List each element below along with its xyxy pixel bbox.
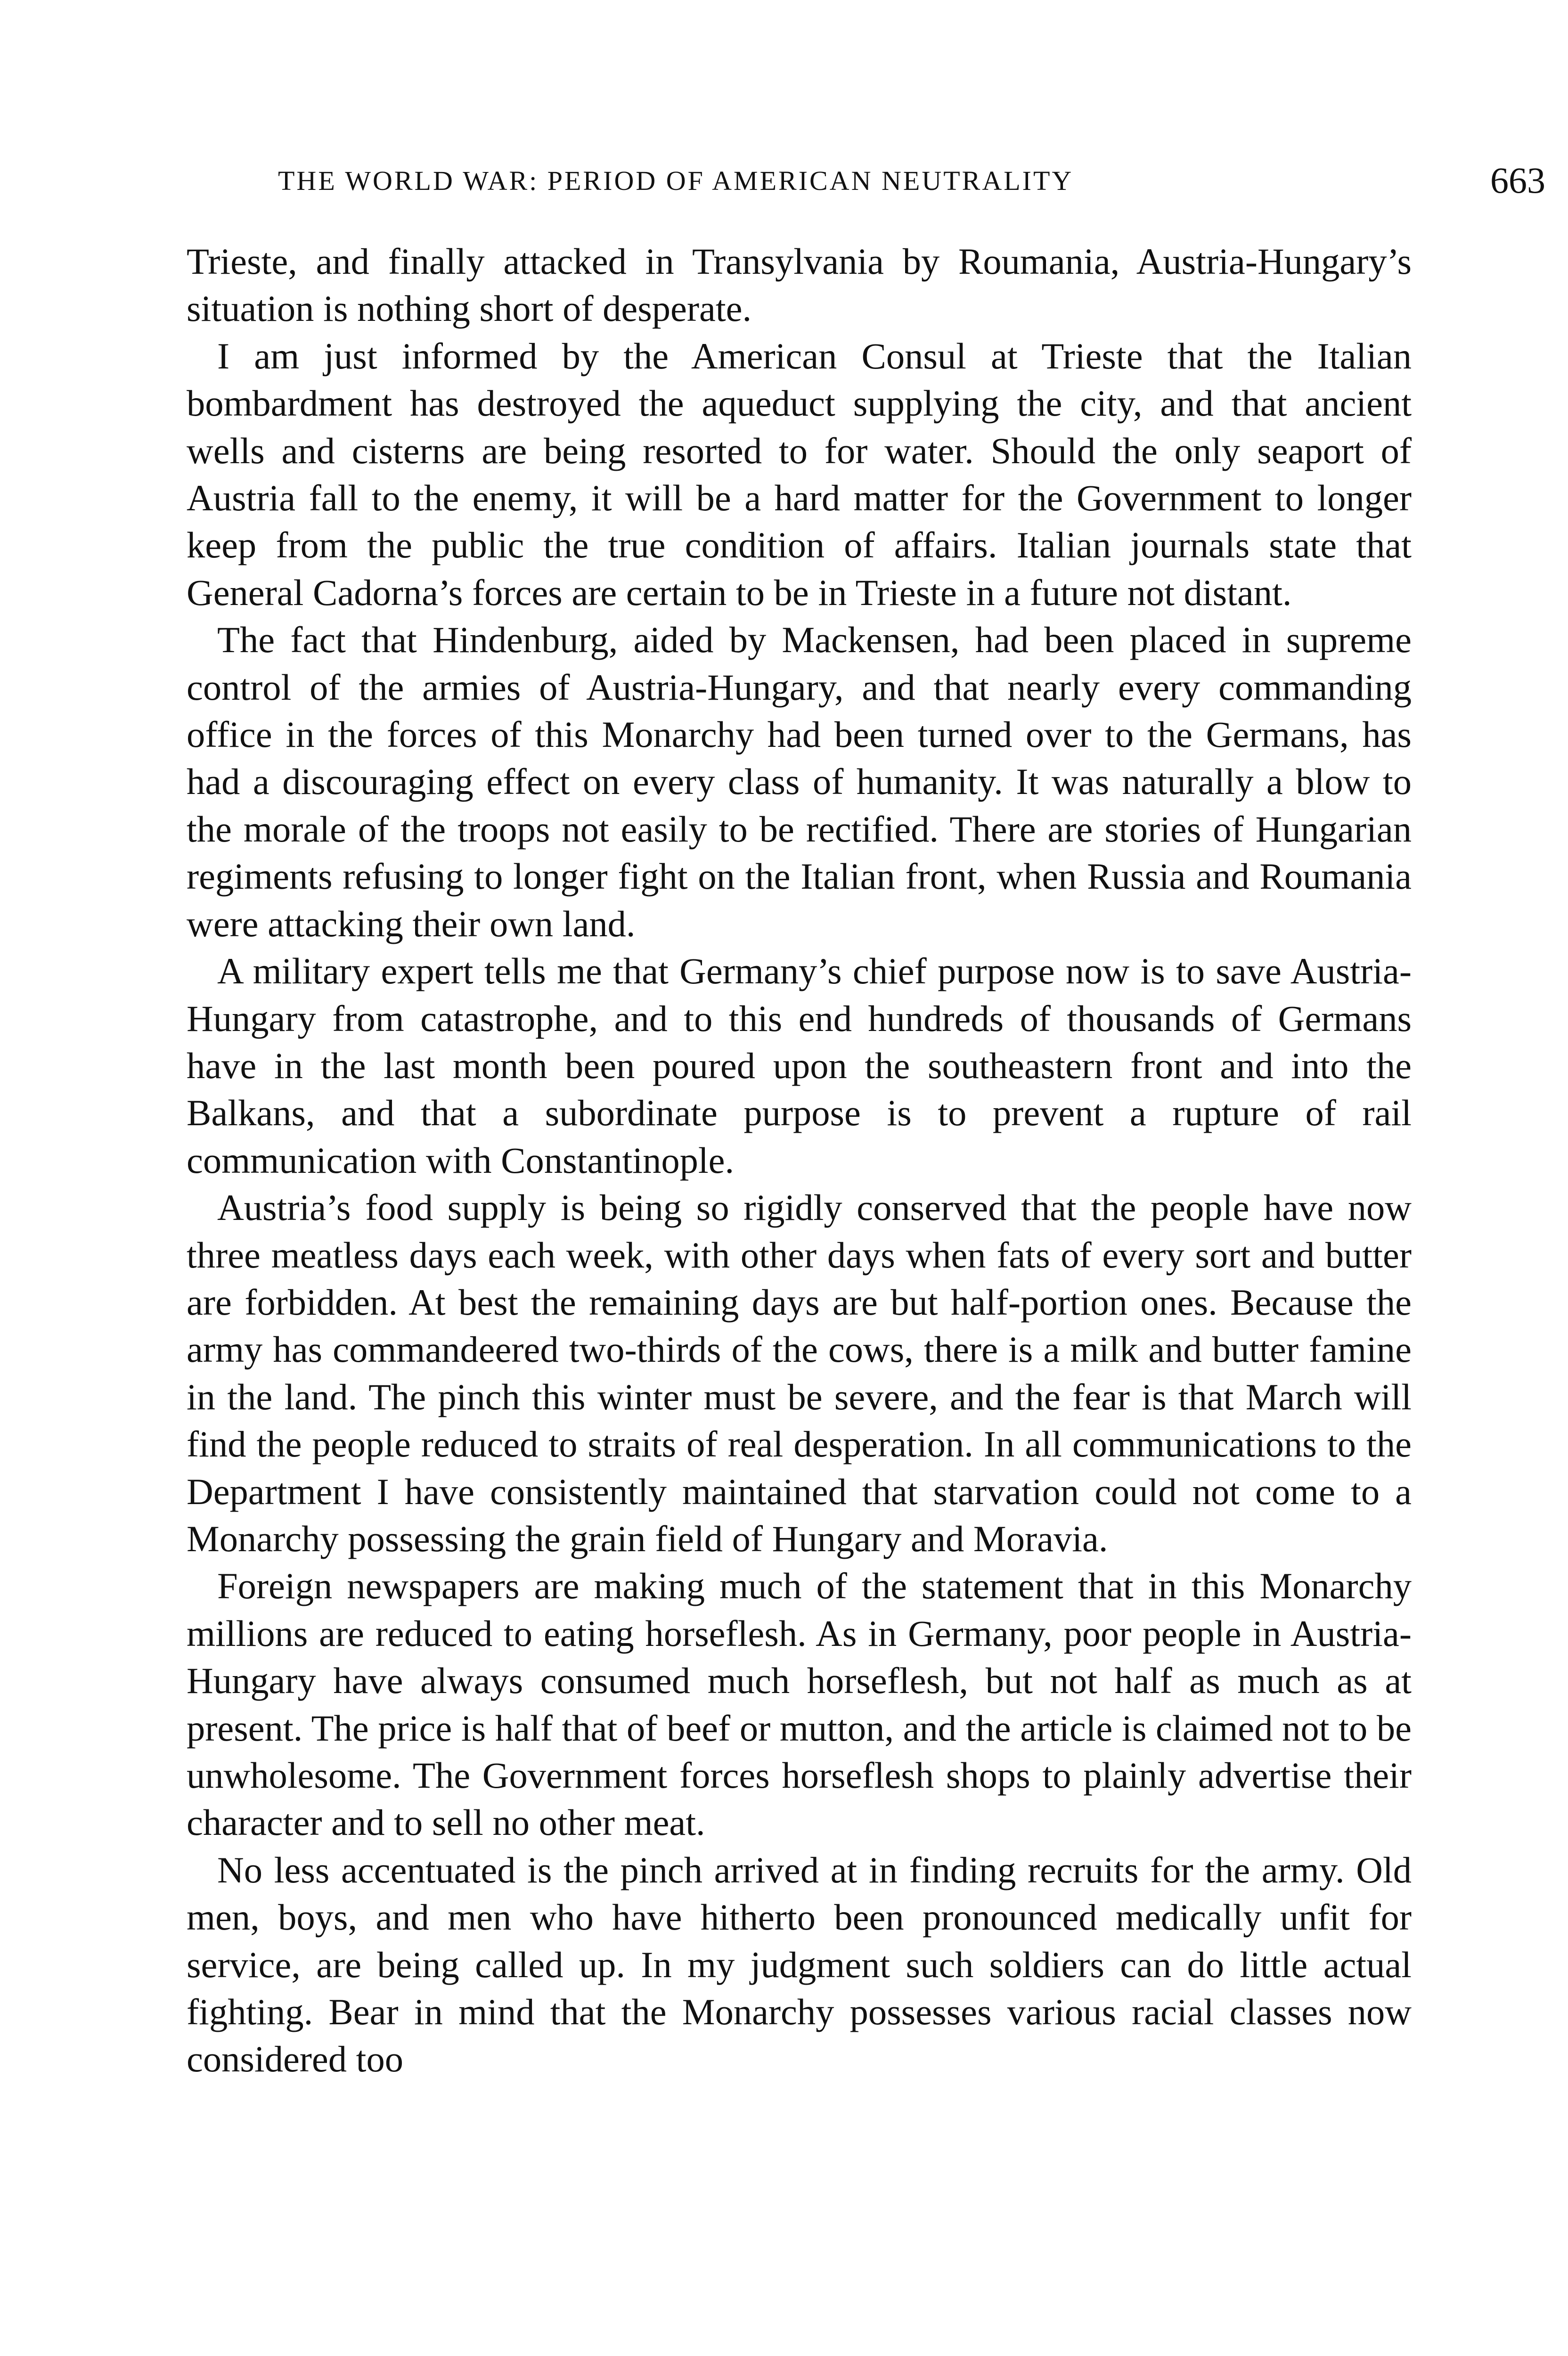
body-text (187, 238, 1412, 2083)
paragraph: A military expert tells me that Germany’s chief purpose now is to save Austria-Hungary from catastrophe, and to this end hundreds of thousands of Germans have in the last month been poured upon the southeastern front and into the Balkans, and that a subordinate purpose is to prevent a rupture of rail communication with Constantinople. (187, 950, 1412, 1181)
running-title: THE WORLD WAR: PERIOD OF AMERICAN NEUTRALITY (278, 165, 1074, 196)
paragraph: Trieste, and finally attacked in Transylvania by Roumania, Austria-Hungary’s situation is nothing short of desperate. (187, 241, 1412, 329)
paragraph: I am just informed by the American Consul at Trieste that the Italian bombardment has destroyed the aqueduct supplying the city, and that ancient wells and cisterns are being resorted to for water. Should the only seaport of Austria fall to the enemy, it will be a hard matter for the Government to longer keep from the public the true condition of affairs. Italian journals state that General Cadorna’s forces are certain to be in Trieste in a future not distant. (187, 335, 1412, 613)
page-number: 663 (1490, 160, 1545, 201)
paragraph: The fact that Hindenburg, aided by Mackensen, had been placed in supreme control of the armies of Austria-Hungary, and that nearly every commanding office in the forces of this Monarchy had been turned over to the Germans, has had a discouraging effect on every class of humanity. It was naturally a blow to the morale of the troops not easily to be rectified. There are stories of Hungarian regiments refusing to longer fight on the Italian front, when Russia and Roumania were attacking their own land. (187, 619, 1412, 944)
running-head (278, 159, 1545, 216)
paragraph: Foreign newspapers are making much of the statement that in this Monarchy millions are reduced to eating horseflesh. As in Germany, poor people in Austria-Hungary have always consumed much horseflesh, but not half as much as at present. The price is half that of beef or mutton, and the article is claimed not to be unwholesome. The Government forces horseflesh shops to plainly advertise their character and to sell no other meat. (187, 1565, 1412, 1843)
paragraph: No less accentuated is the pinch arrived at in finding recruits for the army. Old men, boys, and men who have hitherto been pronounced medically unfit for service, are being called up. In my judgment such soldiers can do little actual fighting. Bear in mind that the Monarchy possesses various racial classes now considered too (187, 1849, 1412, 2080)
paragraph: Austria’s food supply is being so rigidly conserved that the people have now three meatless days each week, with other days when fats of every sort and butter are forbidden. At best the remaining days are but half-portion ones. Because the army has commandeered two-thirds of the cows, there is a milk and butter famine in the land. The pinch this winter must be severe, and the fear is that March will find the people reduced to straits of real desperation. In all communications to the Department I have consistently maintained that starvation could not come to a Monarchy possessing the grain field of Hungary and Moravia. (187, 1187, 1412, 1559)
